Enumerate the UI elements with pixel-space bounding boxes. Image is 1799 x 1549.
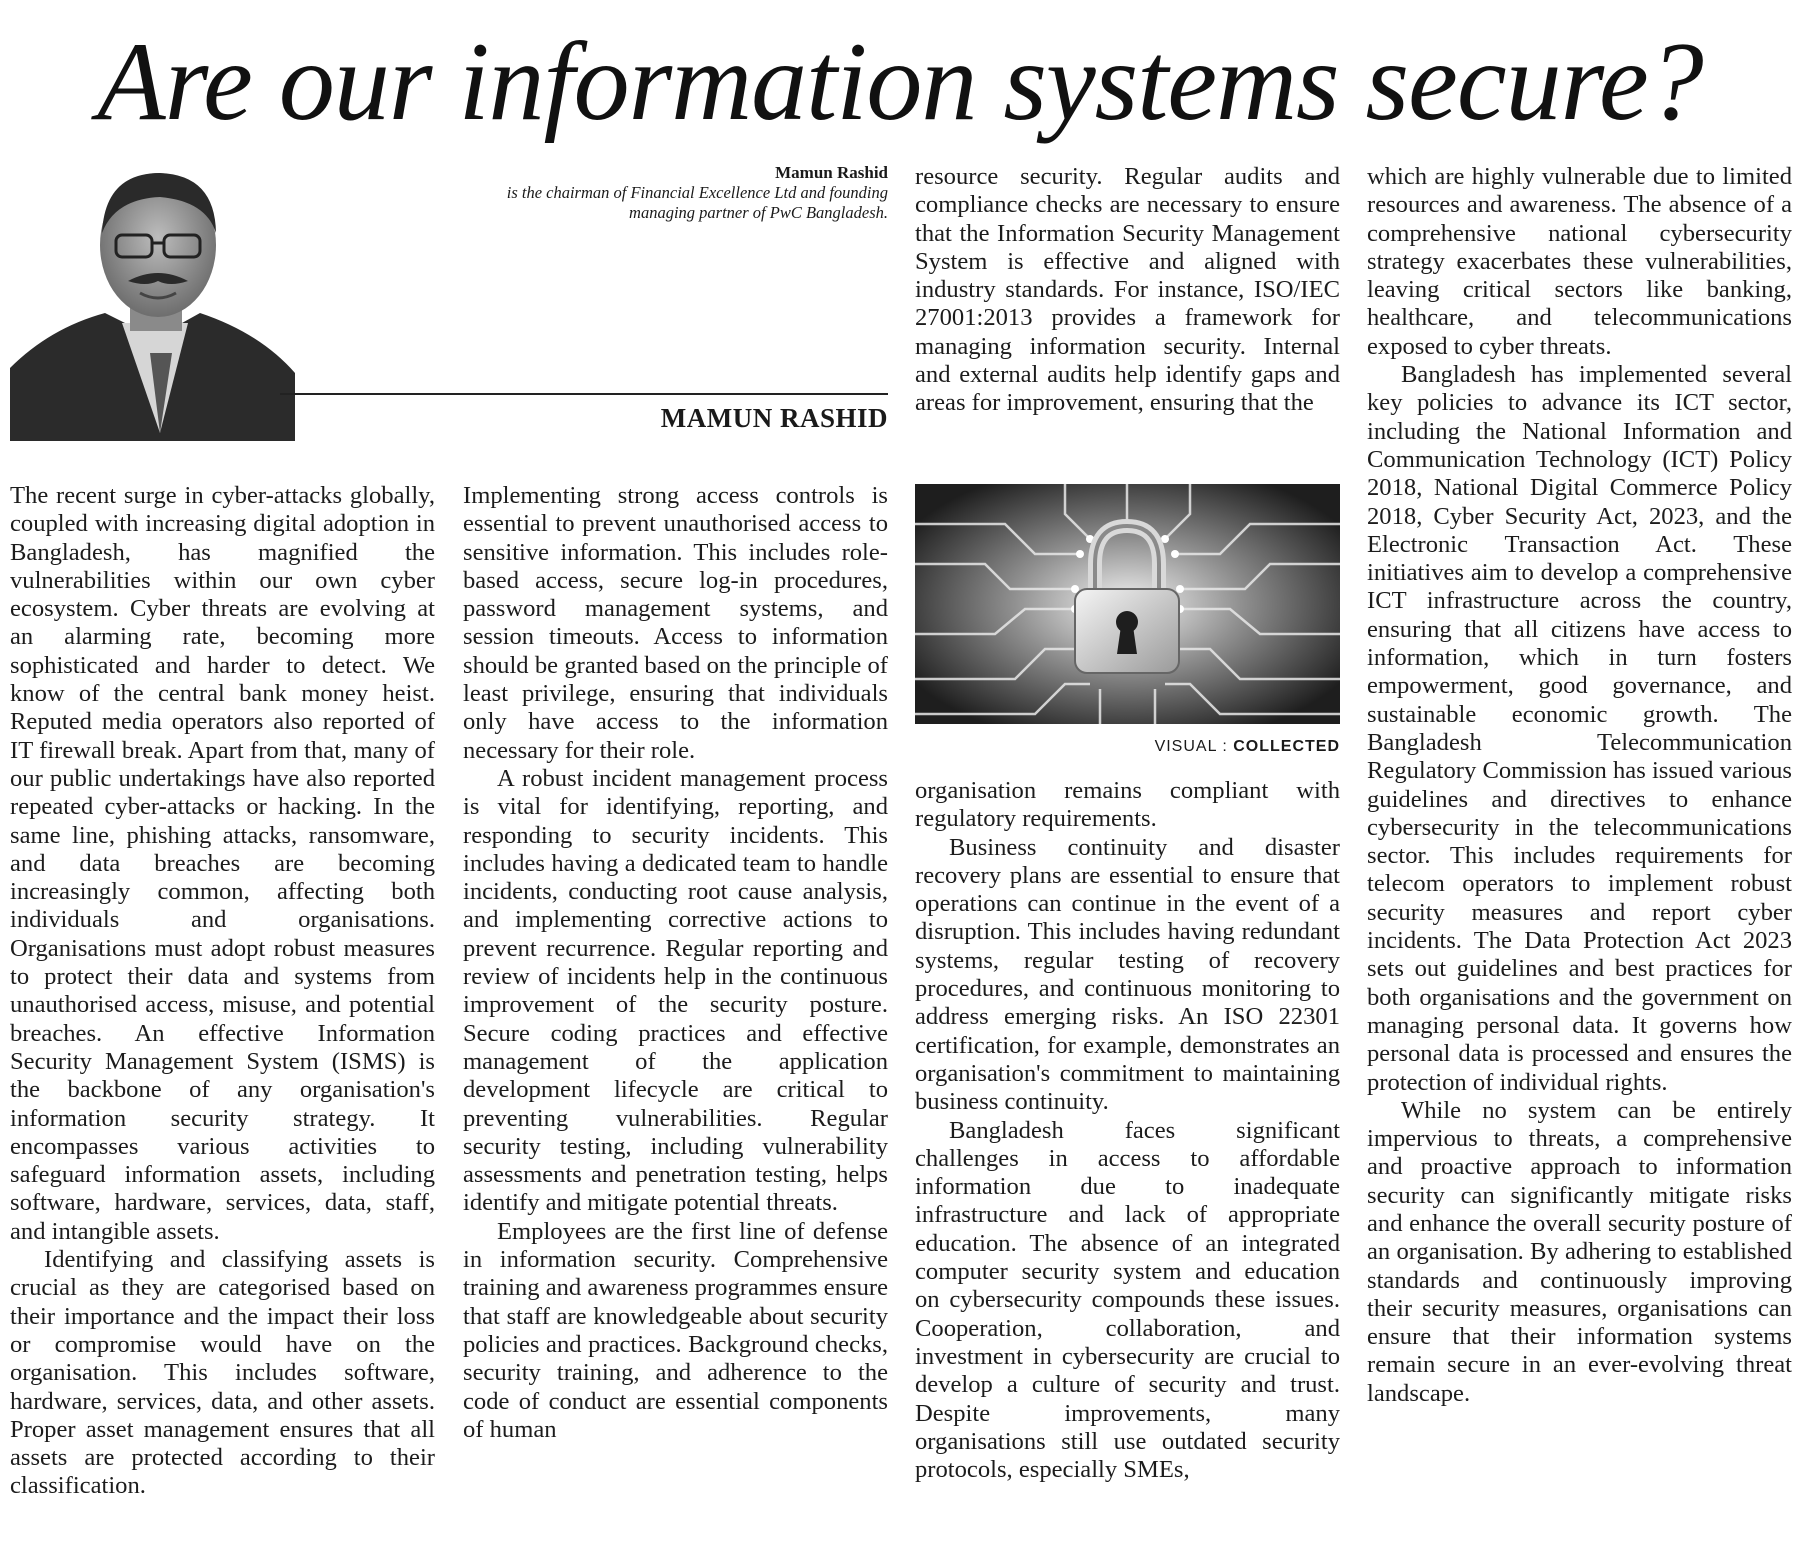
paragraph: While no system can be entirely impervious to threats, a comprehensive and proactive approach to information security can significantly mitigate risks and enhance the overall security posture of an organisation. By adhering to established standards and continuously improving their security measures, organisations can ensure that their information systems remain secure in an ever-evolving threat landscape. bbox=[1367, 1096, 1792, 1407]
article-column-3-top bbox=[915, 163, 1340, 418]
visual-credit bbox=[915, 737, 1340, 757]
headline: Are our information systems secure? bbox=[97, 20, 1703, 144]
padlock-icon bbox=[915, 484, 1340, 724]
paragraph: Identifying and classifying assets is crucial as they are categorised based on their importance and the impact their loss or compromise would have on the organisation. This includes software, hardware, services, data, and other assets. Proper asset management ensures that all assets are protected according to their classification. bbox=[10, 1246, 435, 1500]
article-column-1 bbox=[10, 482, 435, 1501]
article-column-3-bottom bbox=[915, 777, 1340, 1484]
paragraph: resource security. Regular audits and compliance checks are necessary to ensure that the Information Security Management System is effective and aligned with industry standards. For instance, ISO/IEC 27001:2013 provides a framework for managing information security. Internal and external audits help identify gaps and areas for improvement, ensuring that the bbox=[915, 163, 1340, 417]
article-column-2 bbox=[463, 482, 888, 1444]
author-info bbox=[480, 163, 888, 223]
author-bio: is the chairman of Financial Excellence Ltd and founding managing partner of PwC Bangladesh. bbox=[506, 183, 888, 222]
author-portrait-image bbox=[10, 163, 295, 441]
paragraph: which are highly vulnerable due to limited resources and awareness. The absence of a comprehensive national cybersecurity strategy exacerbates these vulnerabilities, leaving critical sectors like banking, healthcare, and telecommunications exposed to cyber threats. bbox=[1367, 163, 1792, 360]
paragraph: Bangladesh faces significant challenges in access to affordable information due to inadequate infrastructure and lack of appropriate education. The absence of an integrated computer security system and education on cybersecurity compounds these issues. Cooperation, collaboration, and investment in cybersecurity are crucial to develop a culture of security and trust. Despite improvements, many organisations still use outdated security protocols, especially SMEs, bbox=[915, 1116, 1340, 1484]
paragraph: A robust incident management process is vital for identifying, reporting, and responding to security incidents. This includes having a dedicated team to handle incidents, conducting root cause analysis, and implementing corrective actions to prevent recurrence. Regular reporting and review of incidents help in the continuous improvement of the security posture. Secure coding practices and effective management of the application development lifecycle are critical to preventing vulnerabilities. Regular security testing, including vulnerability assessments and penetration testing, helps identify and mitigate potential threats. bbox=[463, 764, 888, 1217]
paragraph: Bangladesh has implemented several key policies to advance its ICT sector, including the National Information and Communication Technology (ICT) Policy 2018, National Digital Commerce Policy 2018, Cyber Security Act, 2023, and the Electronic Transaction Act. These initiatives aim to develop a comprehensive ICT infrastructure across the country, ensuring that all citizens have access to information, which in turn fosters empowerment, good governance, and sustainable economic growth. The Bangladesh Telecommunication Regulatory Commission has issued various guidelines and directives to enhance cybersecurity in the telecommunications sector. This includes requirements for telecom operators to implement robust security measures and report cyber incidents. The Data Protection Act 2023 sets out guidelines and best practices for both organisations and the government on managing personal data. It governs how personal data is processed and ensures the protection of individual rights. bbox=[1367, 361, 1792, 1096]
author-name: Mamun Rashid bbox=[775, 163, 888, 182]
paragraph: organisation remains compliant with regulatory requirements. bbox=[915, 777, 1340, 833]
byline: MAMUN RASHID bbox=[660, 403, 888, 433]
lock-circuit-visual bbox=[915, 484, 1340, 724]
credit-value: COLLECTED bbox=[1233, 738, 1340, 755]
paragraph: Business continuity and disaster recovery plans are essential to ensure that operations can continue in the event of a disruption. This includes having redundant systems, regular testing of recovery procedures, and continuous monitoring to address emerging risks. An ISO 22301 certification, for example, demonstrates an organisation's commitment to maintaining business continuity. bbox=[915, 833, 1340, 1116]
paragraph: Implementing strong access controls is essential to prevent unauthorised access to sensitive information. This includes role-based access, secure log-in procedures, password management systems, and session timeouts. Access to information should be granted based on the principle of least privilege, ensuring that individuals only have access to the information necessary for their role. bbox=[463, 482, 888, 764]
byline-rule bbox=[280, 393, 888, 395]
article-column-4 bbox=[1367, 163, 1792, 1408]
paragraph: Employees are the first line of defense in information security. Comprehensive training and awareness programmes ensure that staff are knowledgeable about security policies and practices. Background checks, security training, and adherence to the code of conduct are essential components of human bbox=[463, 1217, 888, 1443]
credit-label: VISUAL : bbox=[1154, 738, 1234, 755]
author-photo bbox=[10, 163, 295, 441]
paragraph: The recent surge in cyber-attacks globally, coupled with increasing digital adoption in Bangladesh, has magnified the vulnerabilities within our own cyber ecosystem. Cyber threats are evolving at an alarming rate, becoming more sophisticated and harder to detect. We know of the central bank money heist. Reputed media operators also reported of IT firewall break. Apart from that, many of our public undertakings have also reported repeated cyber-attacks or hacking. In the same line, phishing attacks, ransomware, and data breaches are becoming increasingly common, affecting both individuals and organisations. Organisations must adopt robust measures to protect their data and systems from unauthorised access, misuse, and potential breaches. An effective Information Security Management System (ISMS) is the backbone of any organisation's information security strategy. It encompasses various activities to safeguard information assets, including software, hardware, services, data, staff, and intangible assets. bbox=[10, 482, 435, 1245]
